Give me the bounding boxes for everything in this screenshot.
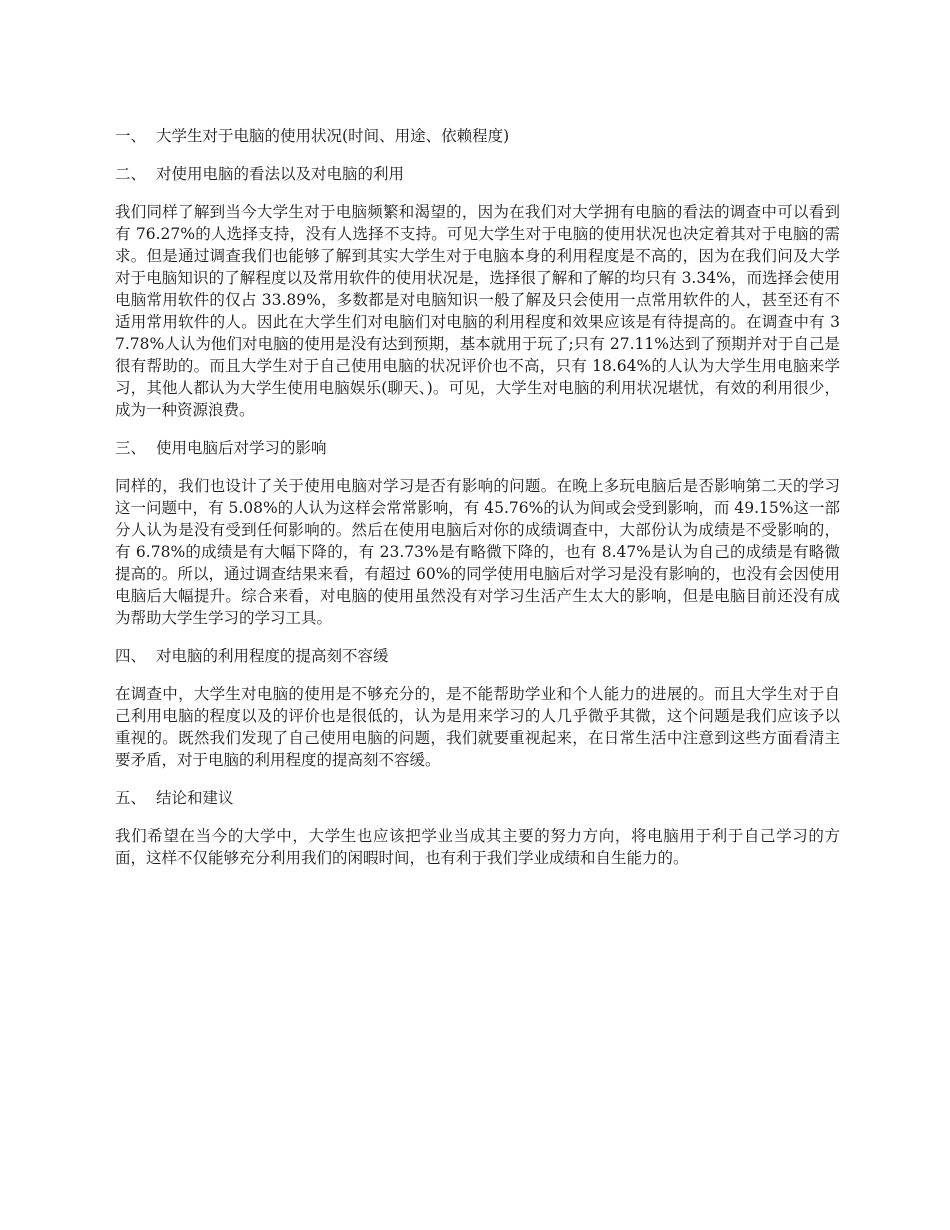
section-number: 五、 [115,789,147,807]
section-heading-1 [115,125,840,147]
section-title: 大学生对于电脑的使用状况(时间、用途、依赖程度) [156,127,510,145]
section-title: 使用电脑后对学习的影响 [156,439,327,457]
section-number: 二、 [115,165,147,183]
section-number: 一、 [115,127,147,145]
section-4-paragraph: 在调查中，大学生对电脑的使用是不够充分的，是不能帮助学业和个人能力的进展的。而且大学生对于自己利用电脑的程度以及的评价也是很低的，认为是用来学习的人几乎微乎其微，这个问题是我们应该予以重视的。既然我们发现了自己使用电脑的问题，我们就要重视起来，在日常生活中注意到这些方面看清主要矛盾，对于电脑的利用程度的提高刻不容缓。 [115,685,840,769]
section-title: 对使用电脑的看法以及对电脑的利用 [156,165,405,183]
section-5-paragraph: 我们希望在当今的大学中，大学生也应该把学业当成其主要的努力方向，将电脑用于利于自己学习的方面，这样不仅能够充分利用我们的闲暇时间，也有利于我们学业成绩和自生能力的。 [115,827,840,867]
section-heading-4 [115,645,840,667]
section-number: 三、 [115,439,147,457]
section-title: 结论和建议 [156,789,234,807]
section-heading-3 [115,437,840,459]
section-3-paragraph: 同样的，我们也设计了关于使用电脑对学习是否有影响的问题。在晚上多玩电脑后是否影响第二天的学习这一问题中，有 5.08%的人认为这样会常常影响，有 45.76%的认为间或会受到影响，而 49.15%这一部分人认为是没有受到任何影响的。然后在使用电脑后对你的成绩调查中，大部份认为成绩是不受影响的，有 6.78%的成绩是有大幅下降的，有 23.73%是有略微下降的，也有 8.47%是认为自己的成绩是有略微提高的。所以，通过调查结果来看，有超过 60%的同学使用电脑后对学习是没有影响的，也没有会因使用电脑后大幅提升。综合来看，对电脑的使用虽然没有对学习生活产生太大的影响，但是电脑目前还没有成为帮助大学生学习的学习工具。 [115,477,840,627]
document-body [115,125,840,885]
section-heading-5 [115,787,840,809]
section-number: 四、 [115,647,147,665]
section-heading-2 [115,163,840,185]
section-title: 对电脑的利用程度的提高刻不容缓 [156,647,389,665]
section-2-paragraph: 我们同样了解到当今大学生对于电脑频繁和渴望的，因为在我们对大学拥有电脑的看法的调查中可以看到有 76.27%的人选择支持，没有人选择不支持。可见大学生对于电脑的使用状况也决定着其对于电脑的需求。但是通过调查我们也能够了解到其实大学生对于电脑本身的利用程度是不高的，因为在我们问及大学对于电脑知识的了解程度以及常用软件的使用状况是，选择很了解和了解的均只有 3.34%，而选择会使用电脑常用软件的仅占 33.89%，多数都是对电脑知识一般了解及只会使用一点常用软件的人，甚至还有不适用常用软件的人。因此在大学生们对电脑们对电脑的利用程度和效果应该是有待提高的。在调查中有 37.78%人认为他们对电脑的使用是没有达到预期，基本就用于玩了;只有 27.11%达到了预期并对于自己是很有帮助的。而且大学生对于自己使用电脑的状况评价也不高，只有 18.64%的人认为大学生用电脑来学习，其他人都认为大学生使用电脑娱乐(聊天、)。可见，大学生对电脑的利用状况堪忧，有效的利用很少，成为一种资源浪费。 [115,203,840,419]
